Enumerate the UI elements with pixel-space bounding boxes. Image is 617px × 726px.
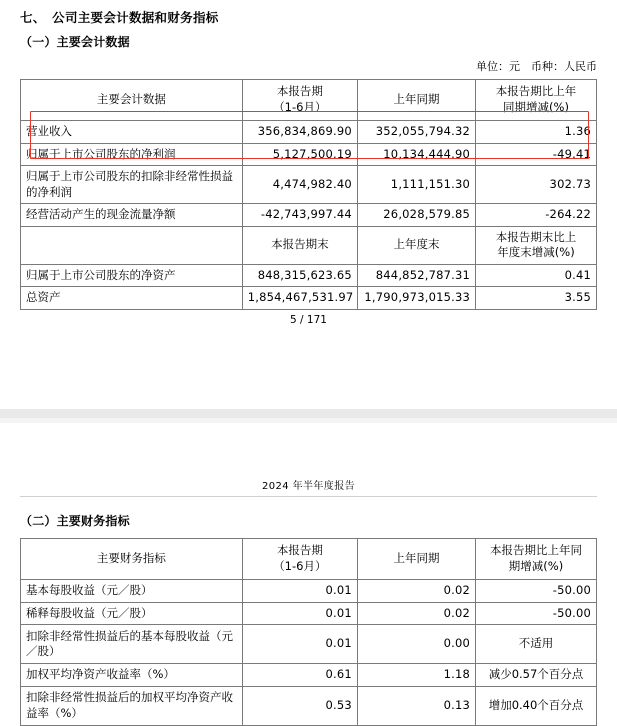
financial-indicators-section — [20, 512, 597, 726]
row-current-value: 0.01 — [242, 602, 357, 625]
row-previous-value: 1,790,973,015.33 — [357, 287, 475, 310]
row-current-value: 4,474,982.40 — [242, 166, 357, 204]
header-change-line2: 期增减(%) — [508, 559, 564, 573]
row-previous-value: 0.13 — [357, 686, 475, 725]
unit-note: 单位：元 币种：人民币 — [476, 60, 597, 73]
subheader-cell-period-end: 本报告期末 — [242, 226, 357, 264]
page-number: 5 / 171 — [290, 314, 327, 326]
row-change-value: 减少0.57个百分点 — [476, 664, 597, 687]
table-subheader-row — [21, 226, 597, 264]
header-cell-previous-period: 上年同期 — [357, 539, 475, 580]
row-change-value: 3.55 — [476, 287, 597, 310]
row-label: 稀释每股收益（元／股） — [21, 602, 243, 625]
subsection-heading-1: （一）主要会计数据 — [20, 35, 130, 49]
row-change-value: 1.36 — [476, 121, 597, 144]
header-divider — [20, 496, 597, 497]
row-current-value: 5,127,500.19 — [242, 143, 357, 166]
row-previous-value: 0.00 — [357, 625, 475, 664]
header-cell-current-period — [242, 80, 357, 121]
running-header: 2024 年半年度报告 — [261, 481, 356, 492]
header-current-line2: （1-6月） — [273, 100, 327, 114]
row-previous-value: 844,852,787.31 — [357, 264, 475, 287]
row-change-value: -264.22 — [476, 204, 597, 227]
header-current-line1: 本报告期 — [276, 84, 323, 99]
subheader-cell-last-year-end: 上年度末 — [357, 226, 475, 264]
header-cell-change — [476, 539, 597, 580]
header-change-line2: 同期增减(%) — [503, 100, 569, 114]
page-separator-band-secondary — [0, 418, 617, 423]
header-current-line2: （1-6月） — [273, 559, 327, 573]
table-row — [21, 287, 597, 310]
page-separator-band — [0, 409, 617, 418]
row-current-value: 1,854,467,531.97 — [242, 287, 357, 310]
row-change-value: -50.00 — [476, 602, 597, 625]
subheader-change-line2: 年度末增减(%) — [497, 245, 575, 260]
section-heading: 七、 公司主要会计数据和财务指标 — [20, 10, 219, 25]
row-label: 总资产 — [21, 287, 243, 310]
row-change-value: -49.41 — [476, 143, 597, 166]
table-row — [21, 264, 597, 287]
header-cell-current-period — [242, 539, 357, 580]
row-label: 营业收入 — [21, 121, 243, 144]
header-change-line1: 本报告期比上年同 — [490, 543, 582, 558]
row-current-value: 0.01 — [242, 625, 357, 664]
row-previous-value: 0.02 — [357, 602, 475, 625]
row-previous-value: 352,055,794.32 — [357, 121, 475, 144]
subsection-heading-2: （二）主要财务指标 — [20, 514, 130, 528]
header-cell-previous-period: 上年同期 — [357, 80, 475, 121]
header-cell-metric: 主要财务指标 — [21, 539, 243, 580]
header-cell-change — [476, 80, 597, 121]
row-current-value: 0.53 — [242, 686, 357, 725]
row-current-value: -42,743,997.44 — [242, 204, 357, 227]
row-previous-value: 10,134,444.90 — [357, 143, 475, 166]
row-previous-value: 1.18 — [357, 664, 475, 687]
table-row — [21, 121, 597, 144]
header-cell-metric: 主要会计数据 — [21, 80, 243, 121]
row-label: 经营活动产生的现金流量净额 — [21, 204, 243, 227]
table-header-row — [21, 539, 597, 580]
main-financial-indicators-table — [20, 538, 597, 726]
table-row — [21, 580, 597, 603]
header-change-line1: 本报告期比上年 — [495, 84, 577, 99]
row-change-value: 302.73 — [476, 166, 597, 204]
row-label: 扣除非经常性损益后的基本每股收益（元／股） — [21, 625, 243, 664]
header-current-line1: 本报告期 — [276, 543, 323, 558]
row-current-value: 0.01 — [242, 580, 357, 603]
accounting-data-section — [20, 8, 597, 310]
table-row — [21, 204, 597, 227]
table-row — [21, 664, 597, 687]
main-accounting-data-table — [20, 79, 597, 310]
row-current-value: 848,315,623.65 — [242, 264, 357, 287]
row-previous-value: 0.02 — [357, 580, 475, 603]
row-label: 归属于上市公司股东的扣除非经常性损益的净利润 — [21, 166, 243, 204]
row-previous-value: 26,028,579.85 — [357, 204, 475, 227]
row-change-value: 增加0.40个百分点 — [476, 686, 597, 725]
row-change-value: 不适用 — [476, 625, 597, 664]
table-row — [21, 602, 597, 625]
row-current-value: 0.61 — [242, 664, 357, 687]
subheader-cell-change — [476, 226, 597, 264]
row-change-value: 0.41 — [476, 264, 597, 287]
table-row — [21, 143, 597, 166]
table-row — [21, 625, 597, 664]
table-row — [21, 686, 597, 725]
table-header-row — [21, 80, 597, 121]
subheader-change-line1: 本报告期末比上 — [495, 229, 577, 244]
row-label: 扣除非经常性损益后的加权平均净资产收益率（%） — [21, 686, 243, 725]
row-label: 基本每股收益（元／股） — [21, 580, 243, 603]
row-change-value: -50.00 — [476, 580, 597, 603]
row-label: 归属于上市公司股东的净利润 — [21, 143, 243, 166]
subheader-cell-blank — [21, 226, 243, 264]
row-label: 加权平均净资产收益率（%） — [21, 664, 243, 687]
row-label: 归属于上市公司股东的净资产 — [21, 264, 243, 287]
row-current-value: 356,834,869.90 — [242, 121, 357, 144]
row-previous-value: 1,111,151.30 — [357, 166, 475, 204]
table-row — [21, 166, 597, 204]
